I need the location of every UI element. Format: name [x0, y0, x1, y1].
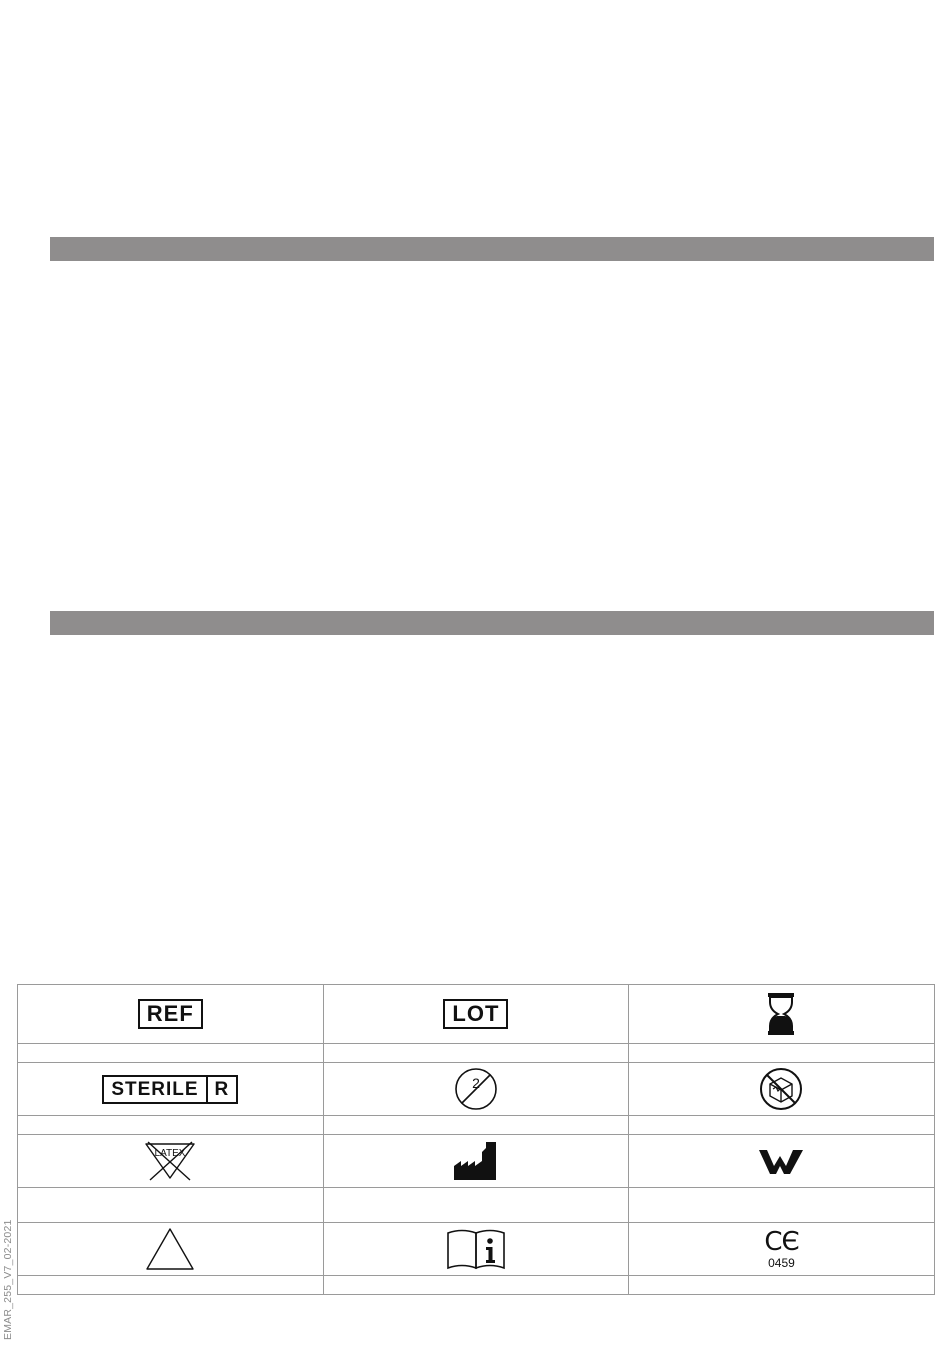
caption-cell: [629, 1188, 935, 1223]
latex-label: LATEX: [154, 1148, 186, 1159]
latex-free-icon: [140, 1140, 200, 1182]
symbol-cell: [18, 1063, 324, 1116]
caption-cell: [629, 1044, 935, 1063]
do-not-reuse-icon: [454, 1067, 498, 1111]
caption-cell: [323, 1044, 629, 1063]
ce-notified-body-number: 0459: [768, 1256, 795, 1270]
caption-cell: [18, 1188, 324, 1223]
symbol-cell: [629, 1223, 935, 1276]
sterile-method-label: R: [206, 1077, 237, 1102]
symbol-cell: [629, 1063, 935, 1116]
symbols-row: [18, 985, 935, 1044]
caution-icon: [144, 1226, 196, 1272]
section-header-bar-1: [50, 237, 934, 261]
caption-cell: [18, 1116, 324, 1135]
instructions-for-use-icon: [445, 1227, 507, 1271]
caption-cell: [323, 1188, 629, 1223]
symbols-row: [18, 1135, 935, 1188]
symbols-row: [18, 1063, 935, 1116]
caption-row: [18, 1116, 935, 1135]
caption-cell: [18, 1276, 324, 1295]
symbol-cell: [323, 1223, 629, 1276]
symbol-cell: [323, 1063, 629, 1116]
caption-cell: [629, 1116, 935, 1135]
sterile-r-icon: [102, 1075, 238, 1104]
caption-cell: [18, 1044, 324, 1063]
caption-row: [18, 1044, 935, 1063]
caption-cell: [323, 1116, 629, 1135]
symbols-table: [17, 984, 935, 1295]
symbol-cell: [629, 1135, 935, 1188]
symbol-cell: [323, 985, 629, 1044]
do-not-reuse-numeral: 2: [471, 1075, 480, 1091]
hourglass-icon: [767, 992, 795, 1036]
caption-cell: [629, 1276, 935, 1295]
sterile-label: STERILE: [111, 1078, 199, 1100]
caption-row: [18, 1188, 935, 1223]
symbol-cell: [629, 985, 935, 1044]
manufacturer-logo-icon: [757, 1146, 805, 1176]
ce-mark-icon: [764, 1229, 798, 1269]
symbol-cell: [18, 985, 324, 1044]
caption-row: [18, 1276, 935, 1295]
ref-icon: REF: [138, 999, 203, 1029]
section-header-bar-2: [50, 611, 934, 635]
ce-mark-glyph: СЄ: [764, 1227, 799, 1257]
symbols-row: [18, 1223, 935, 1276]
symbol-cell: [18, 1135, 324, 1188]
symbol-cell: [18, 1223, 324, 1276]
do-not-use-damaged-package-icon: [759, 1067, 803, 1111]
caption-cell: [323, 1276, 629, 1295]
document-code: EMAR_255_V7_02-2021: [2, 1219, 14, 1340]
manufacturer-icon: [452, 1140, 500, 1182]
lot-icon: LOT: [443, 999, 508, 1029]
symbol-cell: [323, 1135, 629, 1188]
